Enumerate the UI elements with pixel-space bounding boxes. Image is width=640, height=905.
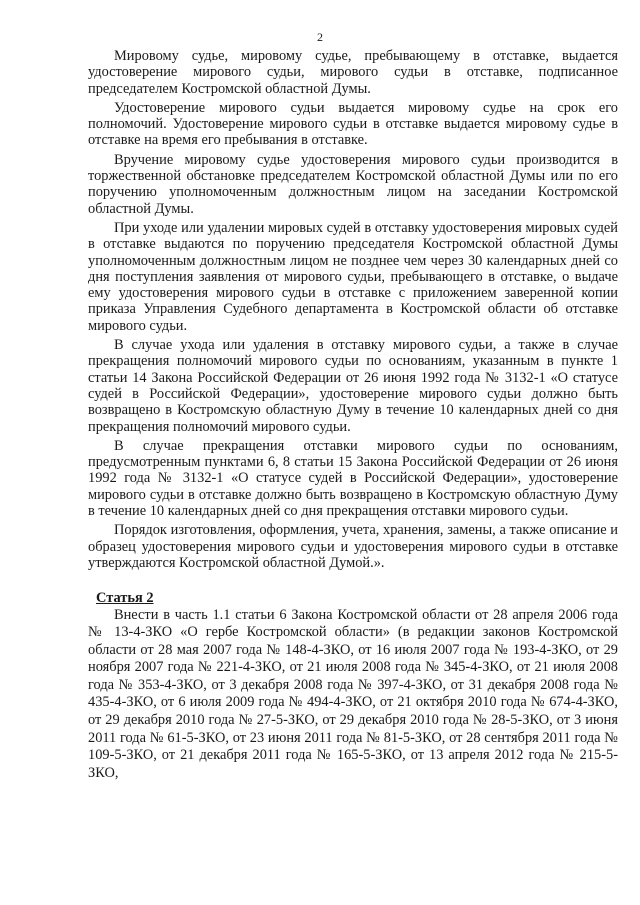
document-body <box>88 48 618 782</box>
paragraph-procedure: Порядок изготовления, оформления, учета, хранения, замены, а также описание и образец удостоверения мирового судьи и удостоверения мирового судьи в отставке утверждаются Костромской областной Думой.». <box>88 522 618 571</box>
paragraph-return-on-termination: В случае ухода или удаления в отставку мирового судьи, а также в случае прекращения полномочий мирового судьи по основаниям, указанным в пункте 1 статьи 14 Закона Российской Федерации от 26 июня 1992 года № 3132-1 «О статусе судей в Российской Федерации», удостоверение мирового судьи должно быть возвращено в Костромскую областную Думу в течение 10 календарных дней со дня прекращения полномочий мирового судьи. <box>88 337 618 435</box>
paragraph-certificate-term: Удостоверение мирового судьи выдается мировому судье на срок его полномочий. Удостоверение мирового судьи в отставке выдается мировому судье в отставке на время его пребывания в отставке. <box>88 99 618 149</box>
article-2-text: Внести в часть 1.1 статьи 6 Закона Костромской области от 28 апреля 2006 года № 13-4-ЗКО «О гербе Костромской области» (в редакции законов Костромской области от 28 мая 2007 года № 148-4-ЗКО, от 16 июля 2007 года № 193-4-ЗКО, от 29 ноября 2007 года № 221-4-ЗКО, от 21 июля 2008 года № 345-4-ЗКО, от 21 июля 2008 года № 353-4-ЗКО, от 3 декабря 2008 года № 397-4-ЗКО, от 31 декабря 2008 года № 435-4-ЗКО, от 6 июля 2009 года № 494-4-ЗКО, от 21 октября 2010 года № 674-4-ЗКО, от 29 декабря 2010 года № 27-5-ЗКО, от 29 декабря 2010 года № 28-5-ЗКО, от 3 июня 2011 года № 61-5-ЗКО, от 23 июня 2011 года № 81-5-ЗКО, от 28 сентября 2011 года № 109-5-ЗКО, от 21 декабря 2011 года № 165-5-ЗКО, от 13 апреля 2012 года № 215-5-ЗКО, <box>88 606 618 781</box>
page-number: 2 <box>317 30 323 44</box>
article-2-heading: Статья 2 <box>96 590 154 607</box>
paragraph-return-on-retirement-end: В случае прекращения отставки мирового судьи по основаниям, предусмотренным пунктами 6, 8 статьи 15 Закона Российской Федерации от 26 июня 1992 года № 3132-1 «О статусе судей в Российской Федерации», удостоверение мирового судьи в отставке должно быть возвращено в Костромскую областную Думу в течение 10 календарных дней со дня прекращения отставки мирового судьи. <box>88 437 618 520</box>
paragraph-retirement-certificates: При уходе или удалении мировых судей в отставку удостоверения мировых судей в отставке выдаются по поручению председателя Костромской областной Думы уполномоченным должностным лицом не позднее чем через 30 календарных дней со дня поступления заявления от мирового судьи, пребывающего в отставке, о выдаче ему удостоверения мирового судьи в отставке с приложением заверенной копии приказа Управления Судебного департамента в Костромской области об отставке мирового судьи. <box>88 219 618 334</box>
paragraph-certificate-presentation: Вручение мировому судье удостоверения мирового судьи производится в торжественной обстановке председателем Костромской областной Думы или по его поручению уполномоченным должностным лицом на заседании Костромской областной Думы. <box>88 151 618 217</box>
paragraph-certificate-issuance: Мировому судье, мировому судье, пребывающему в отставке, выдается удостоверение мирового судьи, мирового судьи в отставке, подписанное председателем Костромской областной Думы. <box>88 48 618 97</box>
